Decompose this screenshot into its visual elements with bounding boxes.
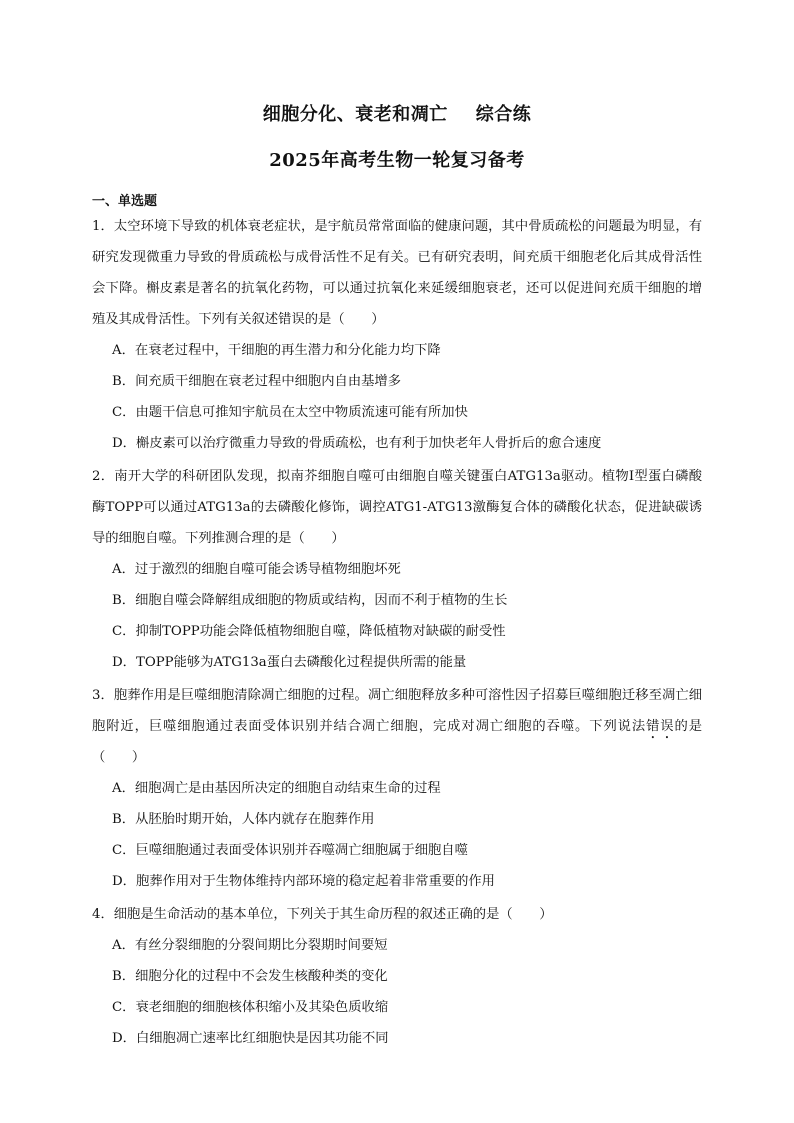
emphasized-word: 错误 — [646, 719, 675, 734]
option-d: D．白细胞凋亡速率比红细胞快是因其功能不同 — [112, 1031, 389, 1046]
question-stem: 4．细胞是生命活动的基本单位，下列关于其生命历程的叙述正确的是（ ） — [92, 907, 553, 922]
option-b: B．间充质干细胞在衰老过程中细胞内自由基增多 — [112, 374, 402, 389]
question-stem: 1．太空环境下导致的机体衰老症状，是宇航员常常面临的健康问题，其中骨质疏松的问题最为明显，有研究发现微重力导致的骨质疏松与成骨活性不足有关。已有研究表明，间充质干细胞老化后其成骨活性会下降。槲皮素是著名的抗氧化药物，可以通过抗氧化来延缓细胞衰老，还可以促进间充质干细胞的增殖及其成骨活性。下列有关叙述错误的是（ ） — [92, 219, 702, 327]
option-a: A．过于激烈的细胞自噬可能会诱导植物细胞坏死 — [112, 562, 401, 577]
option-d: D．胞葬作用对于生物体维持内部环境的稳定起着非常重要的作用 — [112, 874, 495, 889]
option-d: D．槲皮素可以治疗微重力导致的骨质疏松，也有利于加快老年人骨折后的愈合速度 — [112, 436, 602, 451]
question-stem: 2．南开大学的科研团队发现，拟南芥细胞自噬可由细胞自噬关键蛋白ATG13a驱动。植物Ⅰ型蛋白磷酸酶TOPP可以通过ATG13a的去磷酸化修饰，调控ATG1-ATG13激酶复合体的磷酸化状态，促进缺碳诱导的细胞自噬。下列推测合理的是（ ） — [92, 469, 702, 546]
title-topic: 细胞分化、衰老和凋亡 — [262, 104, 448, 125]
option-b: B．从胚胎时期开始，人体内就存在胞葬作用 — [112, 812, 375, 827]
question-list — [92, 209, 702, 1054]
stem-text: 3．胞葬作用是巨噬细胞清除凋亡细胞的过程。凋亡细胞释放多种可溶性因子招募巨噬细胞迁移至凋亡细胞附近，巨噬细胞通过表面受体识别并结合凋亡细胞，完成对凋亡细胞的吞噬。下列说法 — [92, 688, 702, 734]
question-stem — [92, 678, 702, 773]
option-c: C．衰老细胞的细胞核体积缩小及其染色质收缩 — [112, 1000, 389, 1015]
stem-text-end: 的是（ ） — [92, 719, 703, 765]
option-a: A．有丝分裂细胞的分裂间期比分裂期时间要短 — [112, 938, 388, 953]
question-2 — [92, 459, 702, 678]
option-c: C．由题干信息可推知宇航员在太空中物质流速可能有所加快 — [112, 405, 468, 420]
option-a: A．在衰老过程中，干细胞的再生潜力和分化能力均下降 — [112, 343, 441, 358]
option-b: B．细胞分化的过程中不会发生核酸种类的变化 — [112, 969, 388, 984]
document-title-line1 — [0, 0, 794, 126]
document-title-line2: 2025年高考生物一轮复习备考 — [269, 150, 525, 171]
question-1 — [92, 209, 702, 459]
option-a: A．细胞凋亡是由基因所决定的细胞自动结束生命的过程 — [112, 781, 441, 796]
option-d: D．TOPP能够为ATG13a蛋白去磷酸化过程提供所需的能量 — [112, 655, 467, 670]
option-c: C．巨噬细胞通过表面受体识别并吞噬凋亡细胞属于细胞自噬 — [112, 843, 468, 858]
section-header: 一、单选题 — [92, 194, 158, 209]
option-b: B．细胞自噬会降解组成细胞的物质或结构，因而不利于植物的生长 — [112, 593, 508, 608]
question-4 — [92, 897, 702, 1054]
option-c: C．抑制TOPP功能会降低植物细胞自噬，降低植物对缺碳的耐受性 — [112, 624, 506, 639]
question-3 — [92, 678, 702, 897]
title-suffix: 综合练 — [475, 104, 532, 125]
